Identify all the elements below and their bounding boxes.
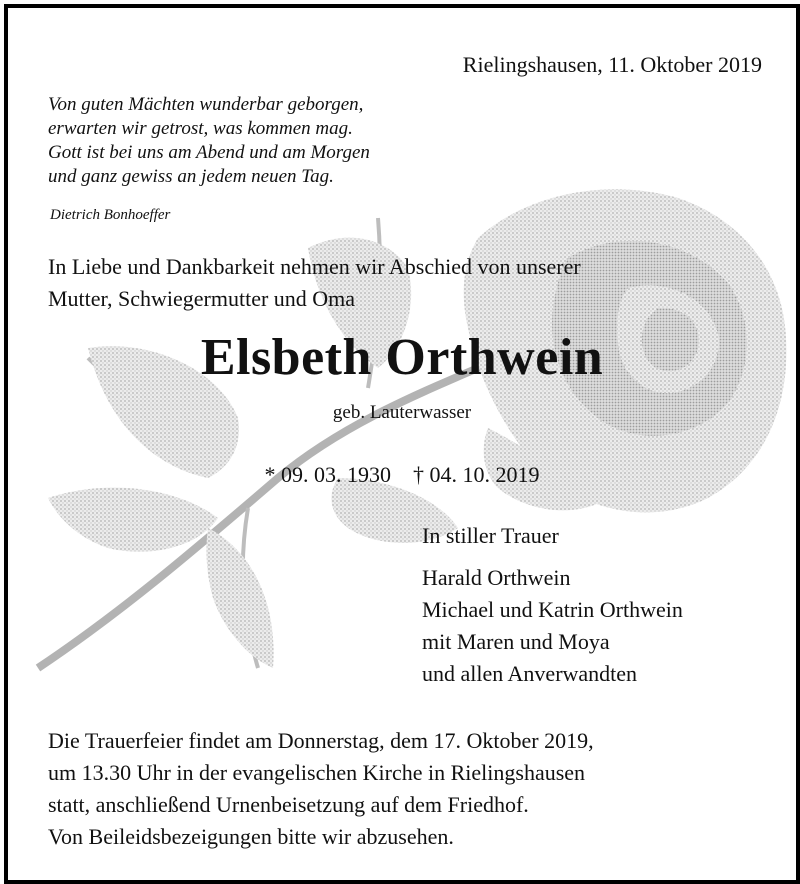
mourner-line: Harald Orthwein xyxy=(422,565,571,590)
mourner-line: Michael und Katrin Orthwein xyxy=(422,597,683,622)
notice-line: um 13.30 Uhr in der evangelischen Kirche in Rielingshausen xyxy=(48,760,586,785)
mourners-block xyxy=(422,520,683,690)
poem-line: erwarten wir getrost, was kommen mag. xyxy=(48,118,353,139)
place-date: Rielingshausen, 11. Oktober 2019 xyxy=(462,52,762,77)
mourner-line: und allen Anverwandten xyxy=(422,661,638,686)
mourner-line: mit Maren und Moya xyxy=(422,629,610,654)
notice-line: Von Beileidsbezeigungen bitte wir abzusehen. xyxy=(48,824,454,849)
poem xyxy=(48,93,370,189)
farewell-intro xyxy=(48,251,581,315)
mourners-heading: In stiller Trauer xyxy=(422,523,559,548)
death-date: † 04. 10. 2019 xyxy=(413,462,540,487)
birth-date: * 09. 03. 1930 xyxy=(264,462,391,487)
funeral-notice xyxy=(48,725,594,853)
maiden-name: geb. Lauterwasser xyxy=(332,402,472,423)
obituary-frame xyxy=(4,4,800,884)
poem-line: und ganz gewiss an jedem neuen Tag. xyxy=(48,166,334,187)
deceased-name: Elsbeth Orthwein xyxy=(200,329,604,386)
poem-author: Dietrich Bonhoeffer xyxy=(50,207,171,223)
poem-line: Von guten Mächten wunderbar geborgen, xyxy=(48,94,364,115)
intro-line: In Liebe und Dankbarkeit nehmen wir Abschied von unserer xyxy=(48,254,581,279)
life-dates xyxy=(8,462,796,488)
intro-line: Mutter, Schwiegermutter und Oma xyxy=(48,286,356,311)
notice-line: statt, anschließend Urnenbeisetzung auf dem Friedhof. xyxy=(48,792,529,817)
poem-line: Gott ist bei uns am Abend und am Morgen xyxy=(48,142,370,163)
notice-line: Die Trauerfeier findet am Donnerstag, dem 17. Oktober 2019, xyxy=(48,728,594,753)
